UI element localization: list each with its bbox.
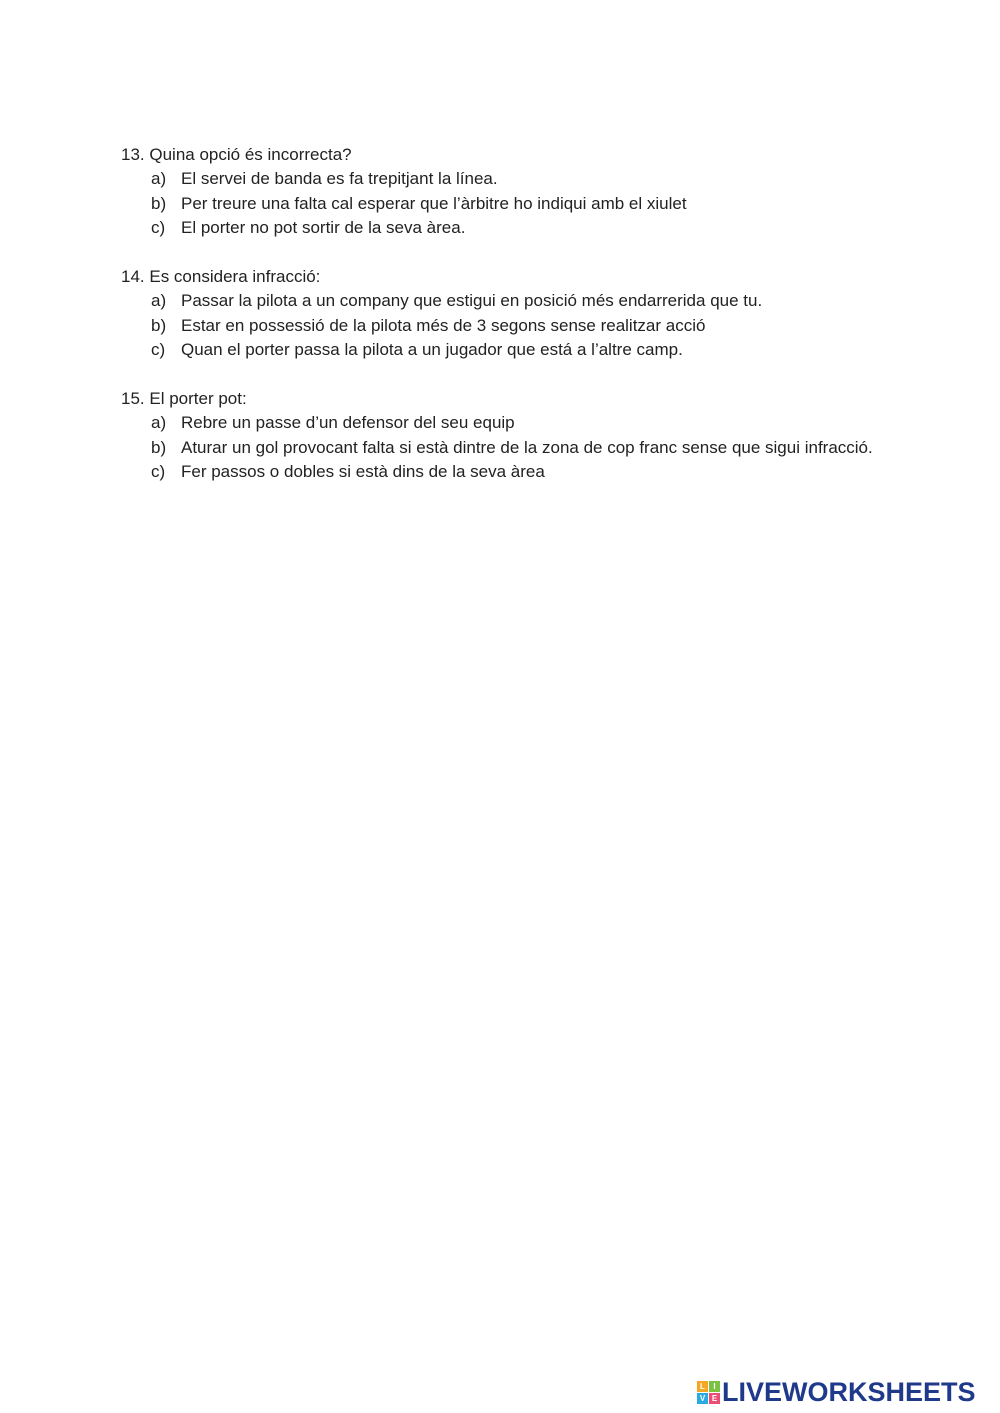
option-letter: a)	[151, 413, 167, 433]
option-b[interactable]	[151, 314, 881, 338]
options-list	[121, 289, 881, 362]
logo-text: LIVEWORKSHEETS	[722, 1377, 976, 1407]
option-c[interactable]	[151, 216, 881, 240]
option-a[interactable]	[151, 411, 881, 435]
option-a[interactable]	[151, 289, 881, 313]
option-letter: b)	[151, 193, 167, 213]
option-b[interactable]	[151, 192, 881, 216]
question-14	[121, 265, 881, 362]
option-text: Passar la pilota a un company que estigui en posició més endarrerida que tu.	[181, 291, 763, 311]
question-number: 14.	[121, 267, 145, 286]
question-13	[121, 143, 881, 240]
option-letter: c)	[151, 217, 166, 237]
option-text: Per treure una falta cal esperar que l’àrbitre ho indiqui amb el xiulet	[181, 193, 687, 213]
question-title	[121, 143, 881, 167]
option-letter: a)	[151, 169, 167, 189]
logo-mark-letter: E	[709, 1393, 720, 1404]
option-b[interactable]	[151, 436, 881, 460]
option-text: Fer passos o dobles si està dins de la seva àrea	[181, 461, 545, 481]
logo-mark-letter: L	[697, 1381, 708, 1392]
question-title	[121, 265, 881, 289]
option-c[interactable]	[151, 460, 881, 484]
options-list	[121, 167, 881, 240]
option-letter: c)	[151, 461, 166, 481]
logo-mark-letter: I	[709, 1381, 720, 1392]
logo-mark-letter: V	[697, 1393, 708, 1404]
option-text: Aturar un gol provocant falta si està dintre de la zona de cop franc sense que sigui infracció.	[181, 437, 873, 457]
question-number: 15.	[121, 389, 145, 408]
option-a[interactable]	[151, 167, 881, 191]
option-letter: b)	[151, 315, 167, 335]
question-text: Quina opció és incorrecta?	[149, 145, 352, 164]
question-text: Es considera infracció:	[149, 267, 321, 286]
option-text: Quan el porter passa la pilota a un jugador que está a l’altre camp.	[181, 339, 683, 359]
question-text: El porter pot:	[149, 389, 247, 408]
question-15	[121, 387, 881, 484]
question-number: 13.	[121, 145, 145, 164]
question-title	[121, 387, 881, 411]
logo-mark-icon	[697, 1381, 720, 1404]
option-text: El porter no pot sortir de la seva àrea.	[181, 217, 466, 237]
option-text: Rebre un passe d’un defensor del seu equip	[181, 413, 515, 433]
liveworksheets-logo	[697, 1378, 976, 1406]
option-c[interactable]	[151, 338, 881, 362]
options-list	[121, 411, 881, 484]
option-letter: c)	[151, 339, 166, 359]
option-letter: b)	[151, 437, 167, 457]
option-text: Estar en possessió de la pilota més de 3 segons sense realitzar acció	[181, 315, 706, 335]
option-text: El servei de banda es fa trepitjant la línea.	[181, 169, 498, 189]
option-letter: a)	[151, 291, 167, 311]
